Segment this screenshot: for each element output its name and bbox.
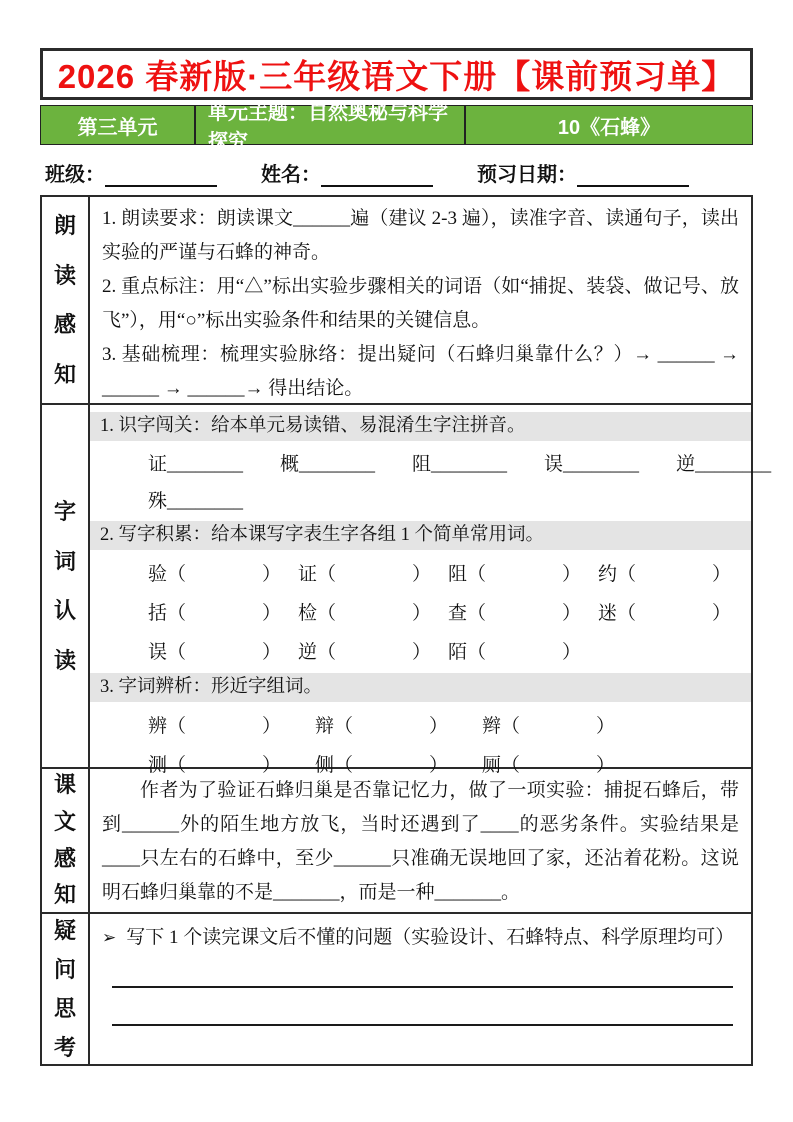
page-title: 2026 春新版·三年级语文下册【课前预习单】 xyxy=(57,57,736,95)
pinyin-item: 证________ xyxy=(148,454,244,475)
name-field xyxy=(261,158,433,187)
words-task3-heading: 3. 字词辨析：形近字组词。 xyxy=(90,673,751,702)
word-grid-row-2 xyxy=(90,592,751,631)
pinyin-item: 殊________ xyxy=(148,491,244,512)
class-label: 班级： xyxy=(45,163,105,186)
date-label: 预习日期： xyxy=(477,163,577,186)
info-row xyxy=(40,151,753,193)
page-title-box xyxy=(40,48,753,100)
word-grid-row-3 xyxy=(90,631,751,670)
comprehension-paragraph: 作者为了验证石蜂归巢是否靠记忆力，做了一项实验：捕捉石蜂后，带到______外的陌生地方放飞，当时还遇到了____的恶劣条件。实验结果是____只左右的石蜂中，至少______只准确无误地回了家，还沾着花粉。这说明石蜂归巢靠的不是_______，而是一种_______。 xyxy=(102,780,739,903)
pinyin-item: 误________ xyxy=(544,454,640,475)
section-reading xyxy=(42,197,751,403)
section-reading-label-cell xyxy=(42,197,90,403)
words-task1-heading: 1. 识字闯关：给本单元易读错、易混淆生字注拼音。 xyxy=(90,412,751,441)
worksheet-content xyxy=(40,48,772,1066)
name-blank-line xyxy=(321,164,433,187)
similar-item: 测（ ） xyxy=(148,755,282,776)
section-words xyxy=(42,403,772,776)
question-prompt-row xyxy=(102,922,739,954)
pinyin-item: 逆________ xyxy=(676,454,772,475)
lesson-title-cell: 10《石蜂》 xyxy=(466,106,752,144)
similar-grid-row-1 xyxy=(90,705,751,744)
reading-item-3: 3. 基础梳理：梳理实验脉络：提出疑问（石蜂归巢靠什么？）→ ______ → ______ → ______→ 得出结论。 xyxy=(102,344,739,399)
reading-item-2: 2. 重点标注：用“△”标出实验步骤相关的词语（如“捕捉、装袋、做记号、放飞”），用“○”标出实验条件和结果的关键信息。 xyxy=(102,276,739,331)
word-item: 检（ ） xyxy=(298,603,432,624)
class-field xyxy=(45,158,217,187)
unit-theme-cell: 单元主题：自然奥秘与科学探究 xyxy=(196,106,464,144)
pinyin-row-2 xyxy=(90,481,751,518)
section-comprehension-label: 课文感知 xyxy=(53,771,76,908)
unit-bar xyxy=(40,102,753,153)
section-words-content xyxy=(90,405,772,776)
arrow-bullet-icon: ➢ xyxy=(102,928,117,948)
similar-item: 侧（ ） xyxy=(315,755,449,776)
section-words-label-cell xyxy=(42,405,90,767)
question-prompt: 写下 1 个读完课文后不懂的问题（实验设计、石蜂特点、科学原理均可） xyxy=(126,927,735,948)
word-item: 迷（ ） xyxy=(598,603,732,624)
word-item: 陌（ ） xyxy=(448,642,582,663)
similar-item: 辫（ ） xyxy=(482,716,616,737)
similar-item: 辨（ ） xyxy=(148,716,282,737)
similar-item: 厕（ ） xyxy=(482,755,616,776)
word-item: 验（ ） xyxy=(148,564,282,585)
word-item: 逆（ ） xyxy=(298,642,432,663)
section-questions-content xyxy=(90,914,751,1064)
writing-line-1 xyxy=(112,986,733,988)
word-grid-row-1 xyxy=(90,553,751,592)
section-comprehension xyxy=(42,767,751,912)
reading-item-1: 1. 朗读要求：朗读课文______遍（建议 2-3 遍），读准字音、读通句子，读出实验的严谨与石蜂的神奇。 xyxy=(102,208,739,263)
date-field xyxy=(477,158,689,187)
section-reading-content xyxy=(90,197,751,403)
word-item: 约（ ） xyxy=(598,564,732,585)
section-reading-label: 朗读感知 xyxy=(53,213,76,387)
section-words-label: 字词认读 xyxy=(53,499,76,673)
section-comprehension-content xyxy=(90,769,751,912)
writing-line-2 xyxy=(112,1024,733,1026)
class-blank-line xyxy=(105,164,217,187)
word-item: 误（ ） xyxy=(148,642,282,663)
unit-cell: 第三单元 xyxy=(41,106,194,144)
word-item: 查（ ） xyxy=(448,603,582,624)
section-comprehension-label-cell xyxy=(42,769,90,912)
date-blank-line xyxy=(577,164,689,187)
words-task2-heading: 2. 写字积累：给本课写字表生字各组 1 个简单常用词。 xyxy=(90,521,751,550)
main-table xyxy=(40,195,772,1066)
name-label: 姓名： xyxy=(261,163,321,186)
section-questions-label: 疑问思考 xyxy=(53,917,76,1061)
similar-item: 辩（ ） xyxy=(315,716,449,737)
pinyin-item: 概________ xyxy=(280,454,376,475)
word-item: 括（ ） xyxy=(148,603,282,624)
word-item: 阻（ ） xyxy=(448,564,582,585)
pinyin-item: 阻________ xyxy=(412,454,508,475)
word-item: 证（ ） xyxy=(298,564,432,585)
pinyin-row-1 xyxy=(90,444,772,481)
section-questions-label-cell xyxy=(42,914,90,1064)
section-questions xyxy=(42,912,751,1064)
